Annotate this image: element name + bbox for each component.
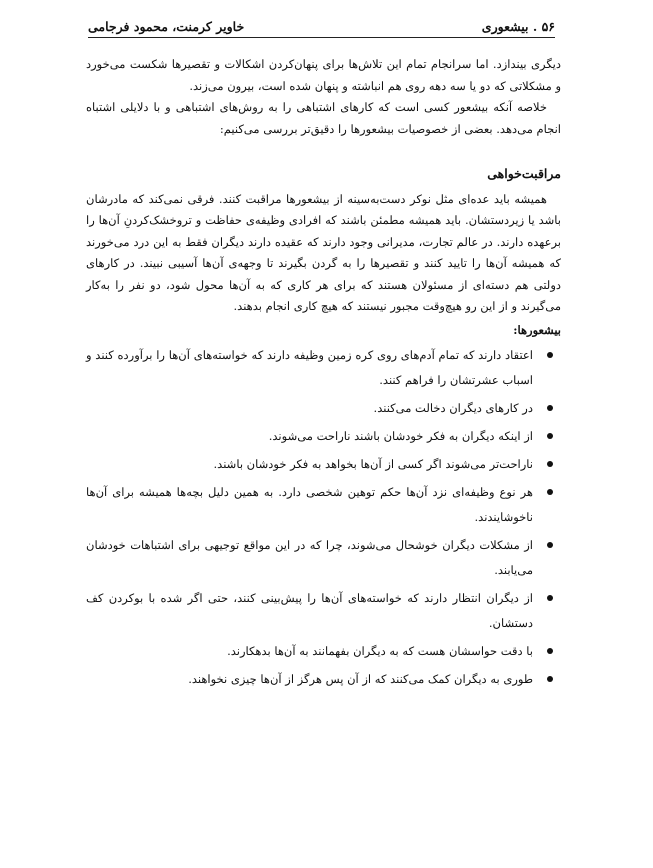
list-item-text: در کارهای دیگران دخالت می‌کنند.	[373, 401, 533, 415]
list-item	[86, 396, 561, 421]
list-item	[86, 533, 561, 583]
trait-list	[86, 343, 561, 692]
list-item	[86, 424, 561, 449]
bullet-icon	[547, 648, 553, 654]
list-item-text: از اینکه دیگران به فکر خودشان باشند ناراحت می‌شوند.	[268, 429, 533, 443]
bullet-icon	[547, 405, 553, 411]
paragraph-summary: خلاصه آنکه بیشعور کسی است که کارهای اشتباهی را به روش‌های اشتباهی و با دلایلی اشتباه انجام می‌دهد. بعضی از خصوصیات بیشعورها را دقیق‌تر بررسی می‌کنیم:	[86, 100, 561, 136]
list-item-text: هر نوع وظیفه‌ای نزد آن‌ها حکم توهین شخصی دارد. به همین دلیل بچه‌ها همیشه برای آن‌ها ناخوشایندند.	[86, 485, 533, 524]
list-item-text: طوری به دیگران کمک می‌کنند که از آن پس هرگز از آن‌ها چیزی نخواهند.	[188, 672, 533, 686]
section-heading: مراقبت‌خواهی	[487, 166, 561, 181]
paragraph-continued: دیگری بیندازد. اما سرانجام تمام این تلاش‌ها برای پنهان‌کردن اشکالات و تقصیرها شکست می‌خورد و مشکلاتی که دو یا سه دهه روی هم انباشته و پنهان شده است، بیرون می‌زند.	[86, 57, 561, 93]
bullet-icon	[547, 433, 553, 439]
bullet-icon	[547, 676, 553, 682]
list-item-text: از مشکلات دیگران خوشحال می‌شوند، چرا که در این مواقع توجیهی برای اشتباهات خودشان می‌یابند.	[86, 538, 533, 577]
page-body	[86, 54, 561, 695]
list-item	[86, 480, 561, 530]
list-item	[86, 639, 561, 664]
bullet-icon	[547, 489, 553, 495]
bullet-icon	[547, 595, 553, 601]
list-label: بیشعورها:	[513, 322, 561, 337]
list-item-text: ناراحت‌تر می‌شوند اگر کسی از آن‌ها بخواهد به فکر خودشان باشند.	[213, 457, 533, 471]
running-header	[88, 10, 555, 38]
bullet-icon	[547, 352, 553, 358]
list-item-text: از دیگران انتظار دارند که خواسته‌های آن‌ها را پیش‌بینی کنند، حتی اگر شده با بوکردن کف دستشان.	[86, 591, 533, 630]
author-translator: خاویر کرمنت، محمود فرجامی	[88, 19, 245, 34]
list-item	[86, 452, 561, 477]
bullet-icon	[547, 542, 553, 548]
list-item	[86, 343, 561, 393]
list-item-text: اعتقاد دارند که تمام آدم‌های روی کره زمین وظیفه دارند که خواسته‌های آن‌ها را برآورده کنند و اسباب عشرتشان را فراهم کنند.	[86, 348, 533, 387]
paragraph-section-intro: همیشه باید عده‌ای مثل نوکر دست‌به‌سینه از بیشعورها مراقبت کنند. فرقی نمی‌کند که مادرشان باشد یا زیردستشان. باید همیشه مطمئن باشند که افرادی وظیفه‌ی حفاظت و تروخشک‌کردنِ آن‌ها را برعهده دارند. در عالم تجارت، مدیرانی وجود دارند که عقیده دارند دیگران فقط به این درد می‌خورند که همیشه آن‌ها را تایید کنند و تقصیرها را به گردن بگیرند تا وجهه‌ی آن‌ها آسیبی نبیند. در کارهای دولتی هم دسته‌ای از مسئولان هستند که برای هر کاری که به آن‌ها محول شود، دو نفر را به‌کار می‌گیرند و از این رو هیچ‌وقت مجبور نیستند که هیچ کاری انجام بدهند.	[86, 191, 561, 313]
list-item	[86, 667, 561, 692]
page-number-title: ۵۶ . بیشعوری	[481, 19, 555, 34]
bullet-icon	[547, 461, 553, 467]
list-item-text: با دقت حواسشان هست که به دیگران بفهمانند به آن‌ها بدهکارند.	[227, 644, 533, 658]
list-item	[86, 586, 561, 636]
